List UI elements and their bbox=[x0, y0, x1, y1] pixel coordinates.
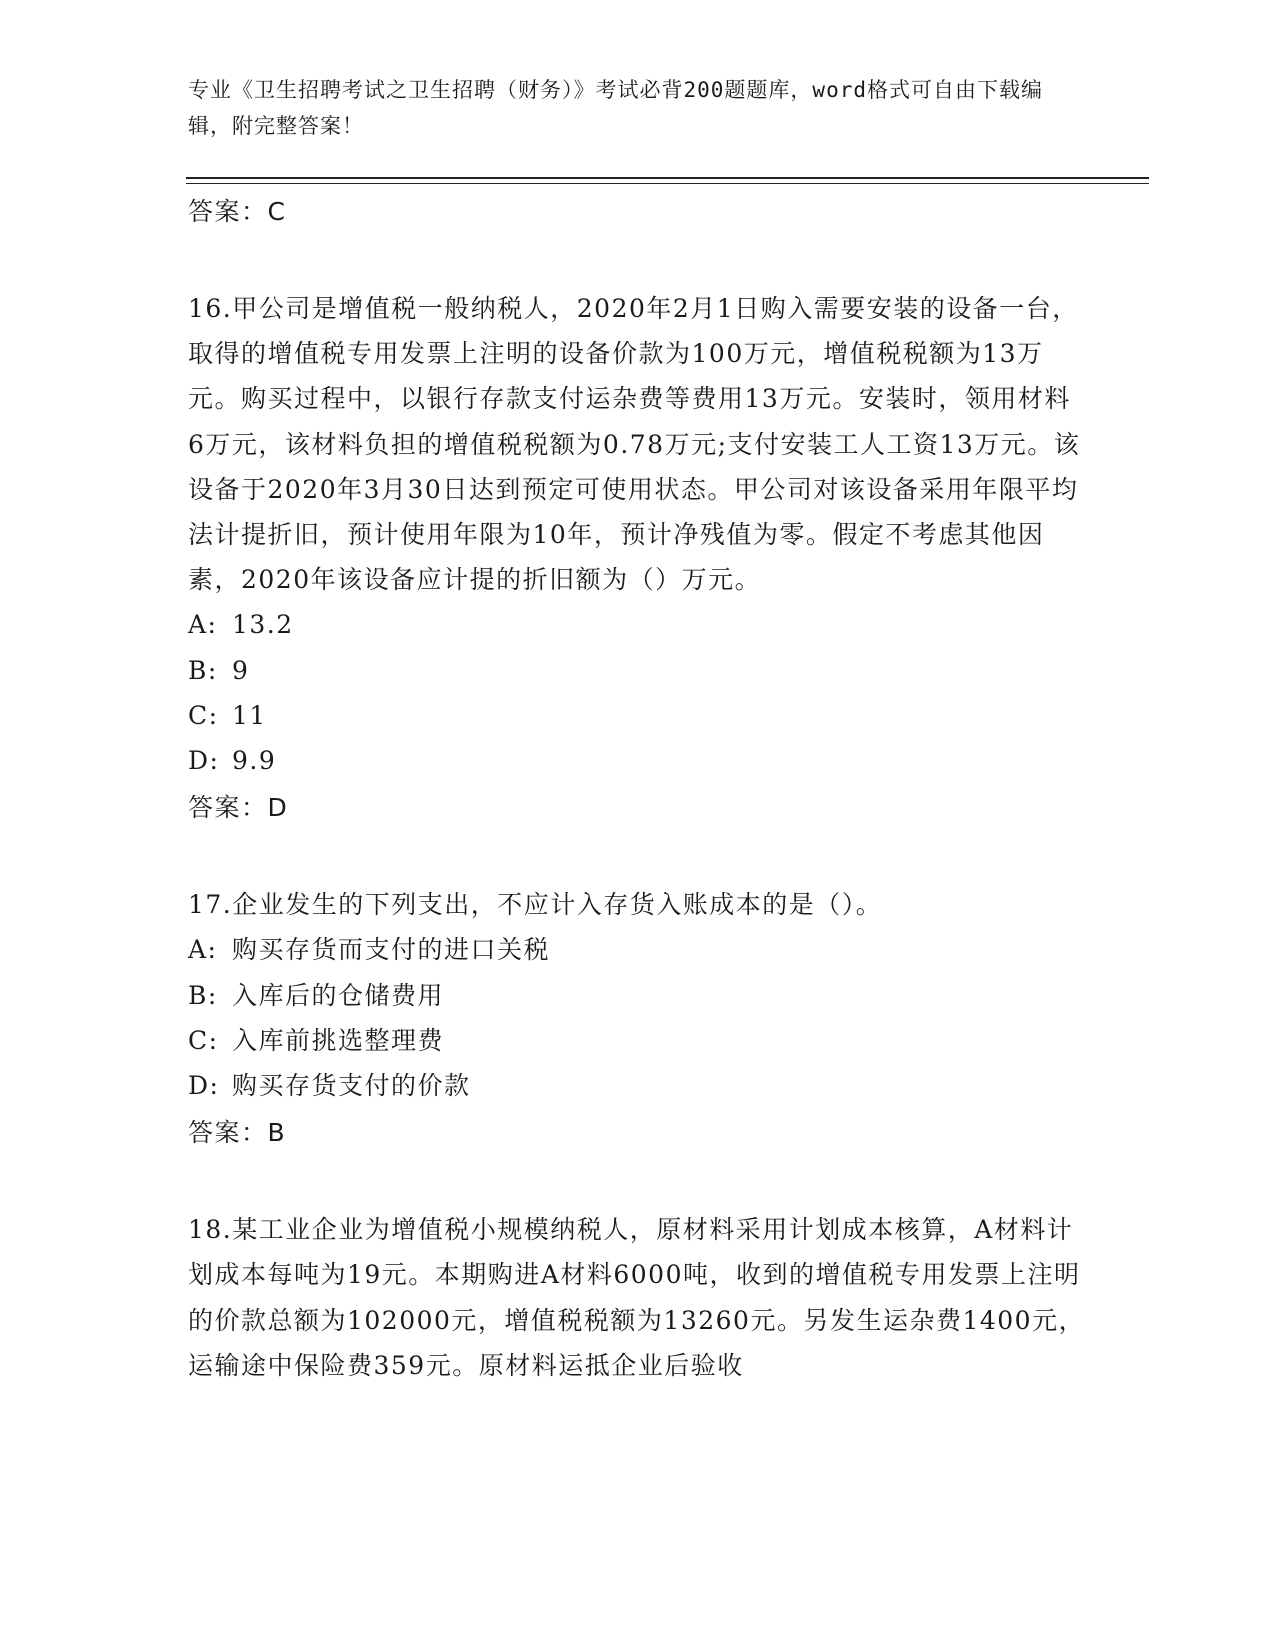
option bbox=[188, 693, 1088, 738]
option-value: 入库前挑选整理费 bbox=[232, 1025, 445, 1055]
spacer bbox=[188, 1158, 1088, 1202]
answer-label: 答案： bbox=[188, 197, 268, 226]
option-key: D: bbox=[188, 745, 220, 775]
question-text: 18.某工业企业为增值税小规模纳税人，原材料采用计划成本核算，A材料计划成本每吨为19元。本期购进A材料6000吨，收到的增值税专用发票上注明的价款总额为102000元，增值税税额为13260元。另发生运杂费1400元，运输途中保险费359元。原材料运抵企业后验收 bbox=[188, 1215, 1086, 1380]
answer-value: C bbox=[267, 197, 287, 226]
option bbox=[188, 738, 1088, 783]
header-divider-thin bbox=[186, 183, 1149, 184]
option bbox=[188, 648, 1088, 693]
option-key: B: bbox=[188, 980, 218, 1010]
document-header: 专业《卫生招聘考试之卫生招聘（财务）》考试必背200题题库，word格式可自由下载编辑，附完整答案！ bbox=[188, 78, 1043, 138]
spacer bbox=[188, 833, 1088, 877]
option-value: 9.9 bbox=[232, 745, 277, 775]
answer-value: B bbox=[267, 1118, 287, 1148]
option-key: C: bbox=[188, 1025, 219, 1055]
answer-line bbox=[188, 783, 1088, 833]
answer-label: 答案： bbox=[188, 793, 268, 823]
answer-label: 答案： bbox=[188, 1118, 268, 1148]
answer-value: D bbox=[267, 793, 289, 823]
document-body bbox=[188, 187, 1088, 1388]
option bbox=[188, 1018, 1088, 1063]
option-value: 购买存货支付的价款 bbox=[232, 1070, 471, 1100]
option-value: 13.2 bbox=[232, 610, 294, 640]
option bbox=[188, 602, 1088, 647]
option bbox=[188, 1063, 1088, 1108]
answer-line bbox=[188, 1108, 1088, 1158]
option-value: 9 bbox=[232, 655, 250, 685]
option-key: A: bbox=[188, 610, 218, 640]
option bbox=[188, 927, 1088, 972]
spacer bbox=[188, 237, 1088, 281]
option-key: B: bbox=[188, 655, 218, 685]
question-text: 16.甲公司是增值税一般纳税人，2020年2月1日购入需要安装的设备一台，取得的增值税专用发票上注明的设备价款为100万元，增值税税额为13万元。购买过程中，以银行存款支付运杂费等费用13万元。安装时，领用材料6万元，该材料负担的增值税税额为0.78万元;支付安装工人工资13万元。该设备于2020年3月30日达到预定可使用状态。甲公司对该设备采用年限平均法计提折旧，预计使用年限为10年，预计净残值为零。假定不考虑其他因素，2020年该设备应计提的折旧额为（）万元。 bbox=[188, 294, 1081, 595]
answer-line bbox=[188, 187, 1088, 237]
option-key: C: bbox=[188, 700, 219, 730]
question-text: 17.企业发生的下列支出，不应计入存货入账成本的是（）。 bbox=[188, 890, 883, 920]
option-key: A: bbox=[188, 935, 218, 965]
option bbox=[188, 973, 1088, 1018]
option-value: 11 bbox=[232, 700, 267, 730]
option-value: 购买存货而支付的进口关税 bbox=[232, 935, 551, 965]
option-key: D: bbox=[188, 1070, 220, 1100]
header-divider bbox=[186, 177, 1149, 179]
option-value: 入库后的仓储费用 bbox=[232, 980, 445, 1010]
